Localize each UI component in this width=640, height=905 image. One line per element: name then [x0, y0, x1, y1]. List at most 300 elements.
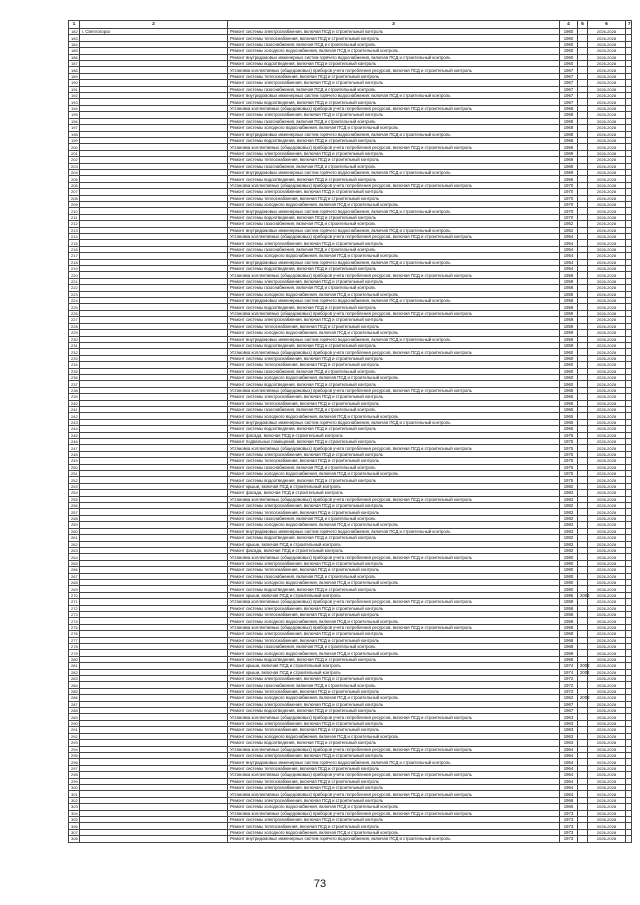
column-header: 7: [626, 21, 632, 29]
planned-period-cell: 2026-2028: [588, 784, 626, 790]
work-type-cell: Установка коллективных (общедомовых) приборов учета потребления ресурсов, включая ПСД и строительный контроль: [228, 445, 560, 451]
row-number-cell: 260: [69, 528, 80, 534]
row-number-cell: 266: [69, 567, 80, 573]
row-number-cell: 193: [69, 99, 80, 105]
planned-period-cell: 2026-2028: [588, 503, 626, 509]
work-type-cell: Ремонт системы холодного водоснабжения, включая ПСД и строительный контроль: [228, 471, 560, 477]
build-year-cell: 1969: [560, 176, 578, 182]
work-type-cell: Ремонт системы водоотведения, включая ПСД и строительный контроль: [228, 214, 560, 220]
work-type-cell: Ремонт системы водоотведения, включая ПСД и строительный контроль: [228, 535, 560, 541]
work-type-cell: Ремонт системы электроснабжения, включая ПСД и строительный контроль: [228, 189, 560, 195]
row-number-cell: 217: [69, 253, 80, 259]
row-number-cell: 253: [69, 483, 80, 489]
work-type-cell: Установка коллективных (общедомовых) приборов учета потребления ресурсов, включая ПСД и строительный контроль: [228, 105, 560, 111]
build-year-cell: 1968: [560, 125, 578, 131]
planned-period-cell: 2026-2028: [588, 464, 626, 470]
planned-period-cell: 2026-2028: [588, 285, 626, 291]
row-number-cell: 194: [69, 105, 80, 111]
row-number-cell: 300: [69, 784, 80, 790]
row-number-cell: 182: [69, 29, 80, 35]
work-type-cell: Ремонт системы электроснабжения, включая ПСД и строительный контроль: [228, 317, 560, 323]
build-year-cell: 1964: [560, 784, 578, 790]
row-number-cell: 290: [69, 720, 80, 726]
build-year-cell: 1965: [560, 426, 578, 432]
planned-period-cell: 2026-2028: [588, 515, 626, 521]
row-number-cell: 228: [69, 323, 80, 329]
column-header: 2: [80, 21, 228, 29]
row-number-cell: 265: [69, 560, 80, 566]
build-year-cell: 1974: [560, 663, 578, 669]
work-type-cell: Установка коллективных (общедомовых) приборов учета потребления ресурсов, включая ПСД и строительный контроль: [228, 272, 560, 278]
work-type-cell: Ремонт системы газоснабжения, включая ПСД и строительный контроль: [228, 368, 560, 374]
planned-period-cell: 2026-2028: [588, 554, 626, 560]
row-number-cell: 219: [69, 266, 80, 272]
row-number-cell: 218: [69, 259, 80, 265]
row-number-cell: 304: [69, 810, 80, 816]
work-type-cell: Ремонт внутридомовых инженерных систем горячего водоснабжения, включая ПСД и строительный контроль: [228, 131, 560, 137]
build-year-cell: 1965: [560, 394, 578, 400]
work-type-cell: Ремонт системы теплоснабжения, включая ПСД и строительный контроль: [228, 823, 560, 829]
work-type-cell: Ремонт системы теплоснабжения, включая ПСД и строительный контроль: [228, 611, 560, 617]
build-year-cell: 1965: [560, 419, 578, 425]
work-type-cell: Ремонт внутридомовых инженерных систем горячего водоснабжения, включая ПСД и строительный контроль: [228, 419, 560, 425]
planned-period-cell: 2026-2028: [588, 439, 626, 445]
work-type-cell: Ремонт системы электроснабжения, включая ПСД и строительный контроль: [228, 797, 560, 803]
address-cell: г. Светлогорск: [80, 29, 228, 35]
planned-period-cell: 2026-2028: [588, 195, 626, 201]
planned-period-cell: 2026-2028: [588, 765, 626, 771]
work-type-cell: Ремонт крыши, включая ПСД и строительный контроль: [228, 669, 560, 675]
row-number-cell: 244: [69, 426, 80, 432]
build-year-cell: 1970: [560, 182, 578, 188]
row-number-cell: 305: [69, 816, 80, 822]
row-number-cell: 274: [69, 618, 80, 624]
row-number-cell: 237: [69, 381, 80, 387]
repair-year-cell: 2008: [578, 695, 588, 701]
planned-period-cell: 2026-2028: [588, 67, 626, 73]
planned-period-cell: 2026-2028: [588, 432, 626, 438]
build-year-cell: 1967: [560, 708, 578, 714]
build-year-cell: 1963: [560, 740, 578, 746]
row-number-cell: 268: [69, 579, 80, 585]
work-type-cell: Установка коллективных (общедомовых) приборов учета потребления ресурсов, включая ПСД и строительный контроль: [228, 791, 560, 797]
work-type-cell: Ремонт системы электроснабжения, включая ПСД и строительный контроль: [228, 503, 560, 509]
row-number-cell: 299: [69, 778, 80, 784]
planned-period-cell: 2026-2028: [588, 29, 626, 35]
row-number-cell: 306: [69, 823, 80, 829]
build-year-cell: 1970: [560, 208, 578, 214]
column-header: 4: [560, 21, 578, 29]
build-year-cell: 1959: [560, 323, 578, 329]
row-number-cell: 256: [69, 503, 80, 509]
table-header-row: [69, 21, 632, 29]
build-year-cell: 1963: [560, 727, 578, 733]
build-year-cell: 1970: [560, 195, 578, 201]
work-type-cell: Ремонт системы холодного водоснабжения, включая ПСД и строительный контроль: [228, 48, 560, 54]
work-type-cell: Ремонт системы холодного водоснабжения, включая ПСД и строительный контроль: [228, 650, 560, 656]
row-number-cell: 292: [69, 733, 80, 739]
planned-period-cell: 2026-2028: [588, 413, 626, 419]
work-type-cell: Ремонт системы холодного водоснабжения, включая ПСД и строительный контроль: [228, 125, 560, 131]
work-type-cell: Ремонт системы водоотведения, включая ПСД и строительный контроль: [228, 586, 560, 592]
planned-period-cell: 2026-2028: [588, 259, 626, 265]
work-type-cell: Установка коллективных (общедомовых) приборов учета потребления ресурсов, включая ПСД и строительный контроль: [228, 746, 560, 752]
planned-period-cell: 2026-2028: [588, 816, 626, 822]
row-number-cell: 221: [69, 278, 80, 284]
row-number-cell: 285: [69, 688, 80, 694]
work-type-cell: Ремонт системы электроснабжения, включая ПСД и строительный контроль: [228, 816, 560, 822]
planned-period-cell: 2026-2028: [588, 35, 626, 41]
work-type-cell: Ремонт внутридомовых инженерных систем горячего водоснабжения, включая ПСД и строительный контроль: [228, 336, 560, 342]
planned-period-cell: 2026-2028: [588, 477, 626, 483]
work-type-cell: Установка коллективных (общедомовых) приборов учета потребления ресурсов, включая ПСД и строительный контроль: [228, 144, 560, 150]
build-year-cell: 1975: [560, 432, 578, 438]
row-number-cell: 243: [69, 419, 80, 425]
build-year-cell: 1982: [560, 515, 578, 521]
build-year-cell: 1964: [560, 746, 578, 752]
row-number-cell: 288: [69, 708, 80, 714]
work-type-cell: Ремонт системы газоснабжения, включая ПСД и строительный контроль: [228, 246, 560, 252]
work-type-cell: Установка коллективных (общедомовых) приборов учета потребления ресурсов, включая ПСД и строительный контроль: [228, 496, 560, 502]
planned-period-cell: 2026-2028: [588, 240, 626, 246]
planned-period-cell: 2026-2028: [588, 836, 626, 842]
planned-period-cell: 2026-2028: [588, 445, 626, 451]
work-type-cell: Ремонт системы газоснабжения, включая ПСД и строительный контроль: [228, 86, 560, 92]
row-number-cell: 258: [69, 515, 80, 521]
row-number-cell: 301: [69, 791, 80, 797]
row-number-cell: 192: [69, 93, 80, 99]
planned-period-cell: 2026-2028: [588, 586, 626, 592]
work-type-cell: Ремонт системы теплоснабжения, включая ПСД и строительный контроль: [228, 73, 560, 79]
work-type-cell: Установка коллективных (общедомовых) приборов учета потребления ресурсов, включая ПСД и строительный контроль: [228, 810, 560, 816]
planned-period-cell: 2026-2028: [588, 797, 626, 803]
build-year-cell: 1959: [560, 342, 578, 348]
work-type-cell: Ремонт системы холодного водоснабжения, включая ПСД и строительный контроль: [228, 733, 560, 739]
row-number-cell: 189: [69, 73, 80, 79]
planned-period-cell: 2026-2028: [588, 189, 626, 195]
planned-period-cell: 2026-2028: [588, 323, 626, 329]
build-year-cell: 1958: [560, 291, 578, 297]
build-year-cell: 1959: [560, 336, 578, 342]
row-number-cell: 238: [69, 387, 80, 393]
planned-period-cell: 2026-2028: [588, 112, 626, 118]
planned-period-cell: 2026-2028: [588, 86, 626, 92]
work-type-cell: Ремонт системы холодного водоснабжения, включая ПСД и строительный контроль: [228, 618, 560, 624]
row-number-cell: 185: [69, 48, 80, 54]
planned-period-cell: 2026-2028: [588, 93, 626, 99]
work-type-cell: Ремонт системы электроснабжения, включая ПСД и строительный контроль: [228, 80, 560, 86]
build-year-cell: 1952: [560, 227, 578, 233]
planned-period-cell: 2026-2028: [588, 605, 626, 611]
work-type-cell: Ремонт системы теплоснабжения, включая ПСД и строительный контроль: [228, 567, 560, 573]
build-year-cell: 1967: [560, 67, 578, 73]
row-number-cell: 307: [69, 829, 80, 835]
planned-period-cell: 2026-2028: [588, 701, 626, 707]
planned-period-cell: 2026-2028: [588, 342, 626, 348]
planned-period-cell: 2026-2028: [588, 201, 626, 207]
work-type-cell: Ремонт системы водоотведения, включая ПСД и строительный контроль: [228, 342, 560, 348]
planned-period-cell: 2026-2028: [588, 125, 626, 131]
build-year-cell: 1968: [560, 644, 578, 650]
build-year-cell: 1965: [560, 387, 578, 393]
build-year-cell: 1958: [560, 304, 578, 310]
work-type-cell: Ремонт системы электроснабжения, включая ПСД и строительный контроль: [228, 150, 560, 156]
planned-period-cell: 2026-2028: [588, 682, 626, 688]
row-number-cell: 267: [69, 573, 80, 579]
work-type-cell: Ремонт системы электроснабжения, включая ПСД и строительный контроль: [228, 394, 560, 400]
work-type-cell: Ремонт системы электроснабжения, включая ПСД и строительный контроль: [228, 720, 560, 726]
build-year-cell: 1960: [560, 48, 578, 54]
row-number-cell: 231: [69, 342, 80, 348]
build-year-cell: 1964: [560, 759, 578, 765]
row-number-cell: 264: [69, 554, 80, 560]
work-type-cell: Ремонт системы теплоснабжения, включая ПСД и строительный контроль: [228, 157, 560, 163]
planned-period-cell: 2026-2028: [588, 246, 626, 252]
planned-period-cell: 2026-2028: [588, 483, 626, 489]
row-number-cell: 233: [69, 355, 80, 361]
row-number-cell: 213: [69, 227, 80, 233]
planned-period-cell: 2026-2028: [588, 746, 626, 752]
planned-period-cell: 2026-2028: [588, 137, 626, 143]
row-number-cell: 284: [69, 682, 80, 688]
build-year-cell: 1968: [560, 131, 578, 137]
build-year-cell: 1958: [560, 272, 578, 278]
work-type-cell: Ремонт системы водоотведения, включая ПСД и строительный контроль: [228, 708, 560, 714]
planned-period-cell: 2026-2028: [588, 599, 626, 605]
planned-period-cell: 2026-2028: [588, 48, 626, 54]
work-type-cell: Ремонт системы электроснабжения, включая ПСД и строительный контроль: [228, 631, 560, 637]
row-number-cell: 205: [69, 176, 80, 182]
row-number-cell: 271: [69, 599, 80, 605]
build-year-cell: 1964: [560, 752, 578, 758]
build-year-cell: 1954: [560, 240, 578, 246]
repair-year-cell: [578, 836, 588, 842]
planned-period-cell: 2026-2028: [588, 73, 626, 79]
planned-period-cell: 2026-2028: [588, 451, 626, 457]
work-type-cell: Ремонт системы теплоснабжения, включая ПСД и строительный контроль: [228, 688, 560, 694]
build-year-cell: 1969: [560, 144, 578, 150]
planned-period-cell: 2026-2028: [588, 778, 626, 784]
build-year-cell: 1960: [560, 381, 578, 387]
work-type-cell: Установка коллективных (общедомовых) приборов учета потребления ресурсов, включая ПСД и строительный контроль: [228, 67, 560, 73]
planned-period-cell: 2026-2028: [588, 541, 626, 547]
planned-period-cell: 2026-2028: [588, 272, 626, 278]
planned-period-cell: 2026-2028: [588, 310, 626, 316]
planned-period-cell: 2026-2028: [588, 336, 626, 342]
build-year-cell: 1970: [560, 201, 578, 207]
planned-period-cell: 2026-2028: [588, 656, 626, 662]
row-number-cell: 220: [69, 272, 80, 278]
row-number-cell: 214: [69, 234, 80, 240]
work-type-cell: Ремонт системы холодного водоснабжения, включая ПСД и строительный контроль: [228, 579, 560, 585]
build-year-cell: 1982: [560, 496, 578, 502]
build-year-cell: 1980: [560, 567, 578, 573]
row-number-cell: 291: [69, 727, 80, 733]
work-type-cell: Ремонт системы газоснабжения, включая ПСД и строительный контроль: [228, 406, 560, 412]
build-year-cell: 1964: [560, 778, 578, 784]
planned-period-cell: 2026-2028: [588, 547, 626, 553]
planned-period-cell: 2026-2028: [588, 663, 626, 669]
planned-period-cell: 2026-2028: [588, 291, 626, 297]
planned-period-cell: 2026-2028: [588, 54, 626, 60]
row-number-cell: 297: [69, 765, 80, 771]
repair-year-cell: 2002: [578, 669, 588, 675]
work-type-cell: Установка коллективных (общедомовых) приборов учета потребления ресурсов, включая ПСД и строительный контроль: [228, 310, 560, 316]
row-number-cell: 251: [69, 471, 80, 477]
planned-period-cell: 2026-2028: [588, 592, 626, 598]
row-number-cell: 282: [69, 669, 80, 675]
work-type-cell: Ремонт системы холодного водоснабжения, включая ПСД и строительный контроль: [228, 330, 560, 336]
planned-period-cell: 2026-2028: [588, 631, 626, 637]
build-year-cell: 1982: [560, 535, 578, 541]
row-number-cell: 239: [69, 394, 80, 400]
row-number-cell: 247: [69, 445, 80, 451]
build-year-cell: 1967: [560, 73, 578, 79]
row-number-cell: 195: [69, 112, 80, 118]
work-type-cell: Ремонт системы теплоснабжения, включая ПСД и строительный контроль: [228, 323, 560, 329]
planned-period-cell: 2026-2028: [588, 772, 626, 778]
row-number-cell: 206: [69, 182, 80, 188]
build-year-cell: 1965: [560, 400, 578, 406]
planned-period-cell: 2026-2028: [588, 214, 626, 220]
row-number-cell: 211: [69, 214, 80, 220]
planned-period-cell: 2026-2028: [588, 573, 626, 579]
row-number-cell: 248: [69, 451, 80, 457]
build-year-cell: 1972: [560, 682, 578, 688]
work-type-cell: Ремонт системы водоотведения, включая ПСД и строительный контроль: [228, 381, 560, 387]
row-number-cell: 257: [69, 509, 80, 515]
work-type-cell: Установка коллективных (общедомовых) приборов учета потребления ресурсов, включая ПСД и строительный контроль: [228, 599, 560, 605]
planned-period-cell: 2026-2028: [588, 611, 626, 617]
row-number-cell: 287: [69, 701, 80, 707]
planned-period-cell: 2026-2028: [588, 266, 626, 272]
work-type-cell: Ремонт внутридомовых инженерных систем горячего водоснабжения, включая ПСД и строительный контроль: [228, 54, 560, 60]
row-number-cell: 224: [69, 298, 80, 304]
work-type-cell: Ремонт системы водоотведения, включая ПСД и строительный контроль: [228, 61, 560, 67]
build-year-cell: 1958: [560, 278, 578, 284]
build-year-cell: 1965: [560, 413, 578, 419]
work-type-cell: Ремонт системы газоснабжения, включая ПСД и строительный контроль: [228, 464, 560, 470]
row-number-cell: 230: [69, 336, 80, 342]
planned-period-cell: 2026-2028: [588, 400, 626, 406]
page-number: 73: [313, 878, 327, 890]
row-number-cell: 216: [69, 246, 80, 252]
build-year-cell: 1982: [560, 490, 578, 496]
work-type-cell: Ремонт системы водоотведения, включая ПСД и строительный контроль: [228, 426, 560, 432]
work-type-cell: Установка коллективных (общедомовых) приборов учета потребления ресурсов, включая ПСД и строительный контроль: [228, 387, 560, 393]
planned-period-cell: 2026-2028: [588, 567, 626, 573]
row-number-cell: 183: [69, 35, 80, 41]
work-type-cell: Установка коллективных (общедомовых) приборов учета потребления ресурсов, включая ПСД и строительный контроль: [228, 182, 560, 188]
build-year-cell: 1964: [560, 772, 578, 778]
build-year-cell: 1975: [560, 445, 578, 451]
row-number-cell: 263: [69, 547, 80, 553]
work-type-cell: Ремонт внутридомовых инженерных систем горячего водоснабжения, включая ПСД и строительный контроль: [228, 169, 560, 175]
work-type-cell: Ремонт системы электроснабжения, включая ПСД и строительный контроль: [228, 355, 560, 361]
work-type-cell: Ремонт системы водоотведения, включая ПСД и строительный контроль: [228, 656, 560, 662]
repair-year-cell: 2002: [578, 663, 588, 669]
build-year-cell: 1980: [560, 560, 578, 566]
work-type-cell: Ремонт системы электроснабжения, включая ПСД и строительный контроль: [228, 701, 560, 707]
planned-period-cell: 2026-2028: [588, 560, 626, 566]
work-type-cell: Ремонт системы водоотведения, включая ПСД и строительный контроль: [228, 137, 560, 143]
work-type-cell: Ремонт фасада, включая ПСД и строительный контроль: [228, 547, 560, 553]
planned-period-cell: 2026-2028: [588, 99, 626, 105]
build-year-cell: 1964: [560, 791, 578, 797]
planned-period-cell: 2026-2028: [588, 720, 626, 726]
work-type-cell: Ремонт системы водоотведения, включая ПСД и строительный контроль: [228, 477, 560, 483]
planned-period-cell: 2026-2028: [588, 714, 626, 720]
planned-period-cell: 2026-2028: [588, 688, 626, 694]
build-year-cell: 1982: [560, 528, 578, 534]
planned-period-cell: 2026-2028: [588, 637, 626, 643]
work-type-cell: Ремонт подвальных помещений, включая ПСД и строительный контроль: [228, 439, 560, 445]
build-year-cell: 1982: [560, 522, 578, 528]
planned-period-cell: 2026-2028: [588, 823, 626, 829]
work-type-cell: Установка коллективных (общедомовых) приборов учета потребления ресурсов, включая ПСД и строительный контроль: [228, 234, 560, 240]
planned-period-cell: 2026-2028: [588, 579, 626, 585]
work-type-cell: Ремонт системы газоснабжения, включая ПСД и строительный контроль: [228, 285, 560, 291]
row-number-cell: 202: [69, 157, 80, 163]
build-year-cell: 1980: [560, 579, 578, 585]
build-year-cell: 1962: [560, 695, 578, 701]
work-type-cell: Ремонт крыши, включая ПСД и строительный контроль: [228, 541, 560, 547]
build-year-cell: 1975: [560, 458, 578, 464]
build-year-cell: 1975: [560, 439, 578, 445]
work-type-cell: Ремонт системы холодного водоснабжения, включая ПСД и строительный контроль: [228, 804, 560, 810]
planned-period-cell: 2026-2028: [588, 669, 626, 675]
work-type-cell: Ремонт системы холодного водоснабжения, включая ПСД и строительный контроль: [228, 829, 560, 835]
row-number-cell: 225: [69, 304, 80, 310]
work-type-cell: Ремонт системы водоотведения, включая ПСД и строительный контроль: [228, 304, 560, 310]
build-year-cell: 1966: [560, 804, 578, 810]
row-number-cell: 303: [69, 804, 80, 810]
build-year-cell: 1975: [560, 451, 578, 457]
planned-period-cell: 2026-2028: [588, 61, 626, 67]
planned-period-cell: 2026-2028: [588, 131, 626, 137]
build-year-cell: 1975: [560, 464, 578, 470]
row-number-cell: 197: [69, 125, 80, 131]
row-number-cell: 308: [69, 836, 80, 842]
planned-period-cell: 2026-2028: [588, 419, 626, 425]
planned-period-cell: 2026-2028: [588, 355, 626, 361]
planned-period-cell: 2026-2028: [588, 708, 626, 714]
row-number-cell: 190: [69, 80, 80, 86]
row-number-cell: 186: [69, 54, 80, 60]
build-year-cell: 1965: [560, 406, 578, 412]
table-row: [69, 836, 632, 842]
planned-period-cell: 2026-2028: [588, 618, 626, 624]
row-number-cell: 302: [69, 797, 80, 803]
work-type-cell: Ремонт внутридомовых инженерных систем горячего водоснабжения, включая ПСД и строительный контроль: [228, 208, 560, 214]
build-year-cell: 1973: [560, 816, 578, 822]
work-type-cell: Ремонт системы газоснабжения, включая ПСД и строительный контроль: [228, 118, 560, 124]
work-type-cell: Ремонт фасада, включая ПСД и строительный контроль: [228, 432, 560, 438]
row-number-cell: 207: [69, 189, 80, 195]
planned-period-cell: 2026-2028: [588, 624, 626, 630]
work-type-cell: Ремонт системы теплоснабжения, включая ПСД и строительный контроль: [228, 400, 560, 406]
planned-period-cell: 2026-2028: [588, 298, 626, 304]
planned-period-cell: 2026-2028: [588, 163, 626, 169]
work-type-cell: Ремонт системы холодного водоснабжения, включая ПСД и строительный контроль: [228, 253, 560, 259]
row-number-cell: 276: [69, 631, 80, 637]
work-type-cell: Ремонт системы электроснабжения, включая ПСД и строительный контроль: [228, 560, 560, 566]
work-type-cell: Ремонт системы холодного водоснабжения, включая ПСД и строительный контроль: [228, 522, 560, 528]
row-number-cell: 270: [69, 592, 80, 598]
work-type-cell: Ремонт системы холодного водоснабжения, включая ПСД и строительный контроль: [228, 291, 560, 297]
planned-period-cell: 2026-2028: [588, 387, 626, 393]
build-year-cell: 1972: [560, 688, 578, 694]
